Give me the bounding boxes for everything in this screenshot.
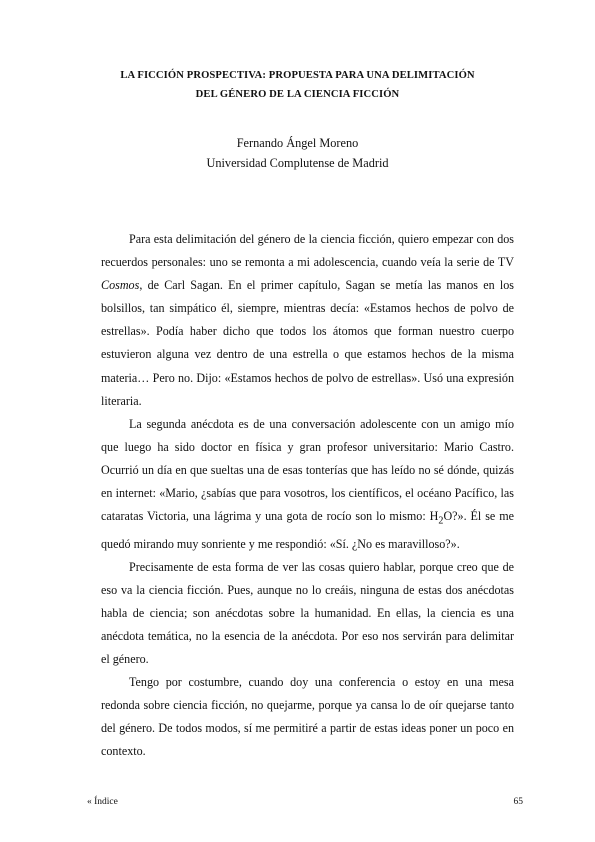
- author-affiliation: Universidad Complutense de Madrid: [206, 156, 389, 170]
- page-number: 65: [513, 797, 523, 807]
- paragraph-1-text-a: Para esta delimitación del género de la ciencia ficción, quiero empezar con dos recuerdos personales: uno se remonta a mi adolescencia, cuando veía la serie de TV: [101, 232, 514, 270]
- paragraph-1-text-b: , de Carl Sagan. En el primer capítulo, Sagan se metía las manos en los bolsillos, tan simpático él, siempre, mientras decía: «Estamos hechos de polvo de estrellas». Podía haber dicho que todos los átomos que forman nuestro cuerpo estuvieron alguna vez dentro de una estrella o que estamos hechos de la misma materia… Pero no. Dijo: «Estamos hechos de polvo de estrellas». Usó una expresión literaria.: [101, 278, 514, 408]
- paragraph-1-emphasis: Cosmos: [101, 278, 140, 293]
- paragraph-1: [101, 228, 514, 413]
- body-text: [101, 228, 514, 764]
- paragraph-4: Tengo por costumbre, cuando doy una conferencia o estoy en una mesa redonda sobre ciencia ficción, no quejarme, porque ya cansa lo de oír quejarse tanto del género. De todos modos, sí me permitiré a partir de estas ideas poner un poco en contexto.: [101, 675, 514, 759]
- paragraph-3: Precisamente de esta forma de ver las cosas quiero hablar, porque creo que de eso va la ciencia ficción. Pues, aunque no lo creáis, ninguna de estas dos anécdotas habla de ciencia; son anécdotas sobre la humanidad. En ellas, la ciencia es una anécdota temática, no la esencia de la anécdota. Por eso nos servirán para delimitar el género.: [101, 559, 514, 667]
- paragraph-2-text-b: O?». Él se me quedó mirando muy sonriente y me respondió: «Sí. ¿No es maravilloso?».: [101, 509, 514, 551]
- author-name: Fernando Ángel Moreno: [236, 136, 359, 150]
- title-line-1: LA FICCIÓN PROSPECTIVA: PROPUESTA PARA UNA DELIMITACIÓN: [120, 70, 475, 81]
- paragraph-2-subscript: 2: [438, 515, 444, 527]
- author-block: [60, 133, 535, 173]
- title-line-2: DEL GÉNERO DE LA CIENCIA FICCIÓN: [195, 89, 400, 100]
- index-link[interactable]: « Índice: [87, 797, 118, 807]
- document-title: [60, 66, 535, 104]
- paragraph-2-text-a: La segunda anécdota es de una conversación adolescente con un amigo mío que luego ha sido doctor en física y gran profesor universitario: Mario Castro. Ocurrió un día en que sueltas una de esas tonterías que has leído no sé dónde, quizás en internet: «Mario, ¿sabías que para vosotros, los científicos, el océano Pacífico, las cataratas Victoria, una lágrima y una gota de rocío son lo mismo: H: [101, 416, 514, 524]
- paragraph-2: [101, 413, 514, 556]
